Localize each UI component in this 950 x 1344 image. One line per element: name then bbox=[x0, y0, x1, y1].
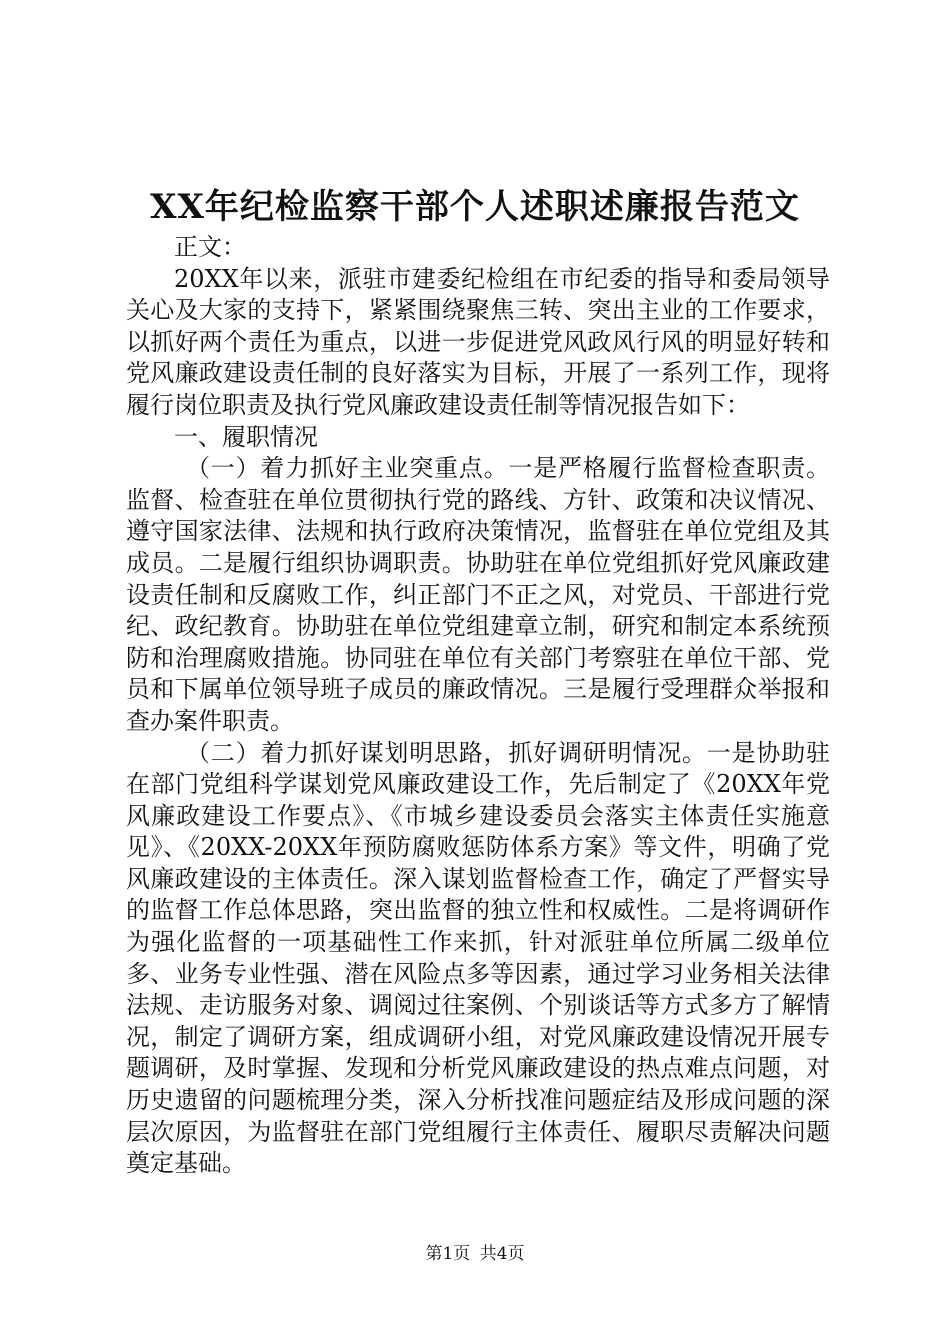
page-number: 第1页 bbox=[425, 1244, 471, 1264]
paragraph-section-1: （一）着力抓好主业突重点。一是严格履行监督检查职责。监督、检查驻在单位贯彻执行党的路线、方针、政策和决议情况、遵守国家法律、法规和执行政府决策情况，监督驻在单位党组及其成员。二是履行组织协调职责。协助驻在单位党组抓好党风廉政建设责任制和反腐败工作，纠正部门不正之风，对党员、干部进行党纪、政纪教育。协助驻在单位党组建章立制，研究和制定本系统预防和治理腐败措施。协同驻在单位有关部门考察驻在单位干部、党员和下属单位领导班子成员的廉政情况。三是履行受理群众举报和查办案件职责。 bbox=[126, 454, 830, 735]
page-footer bbox=[0, 1242, 950, 1266]
paragraph-section-2: （二）着力抓好谋划明思路，抓好调研明情况。一是协助驻在部门党组科学谋划党风廉政建设工作，先后制定了《20XX年党风廉政建设工作要点》、《市城乡建设委员会落实主体责任实施意见》、《20XX-20XX年预防腐败惩防体系方案》等文件，明确了党风廉政建设的主体责任。深入谋划监督检查工作，确定了严督实导的监督工作总体思路，突出监督的独立性和权威性。二是将调研作为强化监督的一项基础性工作来抓，针对派驻单位所属二级单位多、业务专业性强、潜在风险点多等因素，通过学习业务相关法律法规、走访服务对象、调阅过往案例、个别谈话等方式多方了解情况，制定了调研方案，组成调研小组，对党风廉政建设情况开展专题调研，及时掌握、发现和分析党风廉政建设的热点难点问题，对历史遗留的问题梳理分类，深入分析找准问题症结及形成问题的深层次原因，为监督驻在部门党组履行主体责任、履职尽责解决问题奠定基础。 bbox=[126, 738, 830, 1178]
document-body bbox=[126, 232, 830, 1180]
paragraph-label-zhengwen: 正文： bbox=[174, 233, 246, 261]
document-title: XX年纪检监察干部个人述职述廉报告范文 bbox=[150, 187, 800, 227]
section-heading-duties: 一、履职情况 bbox=[174, 422, 318, 451]
page-total: 共4页 bbox=[479, 1244, 525, 1264]
paragraph-intro: 20XX年以来，派驻市建委纪检组在市纪委的指导和委局领导关心及大家的支持下，紧紧围绕聚焦三转、突出主业的工作要求，以抓好两个责任为重点，以进一步促进党风政风行风的明显好转和党风廉政建设责任制的良好落实为目标，开展了一系列工作，现将履行岗位职责及执行党风廉政建设责任制等情况报告如下： bbox=[126, 264, 830, 419]
